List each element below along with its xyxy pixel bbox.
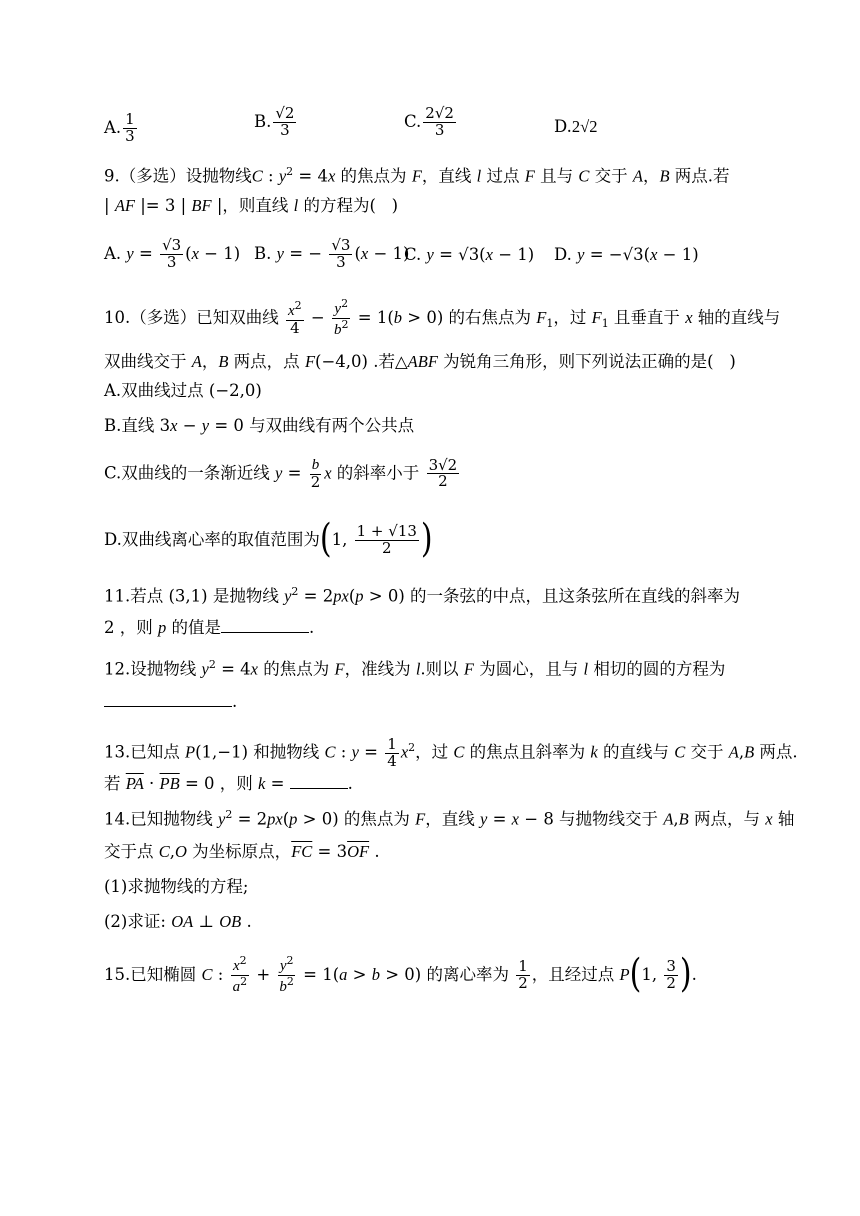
q11-stem-line2: 2 ，则 p 的值是 . — [104, 618, 315, 637]
q8-option-a: A. $\frac{1}{3}$ — [104, 110, 135, 145]
q9-stem-line2: | AF |= 3 | BF |，则直线 l 的方程为( ) — [104, 196, 399, 215]
q8-option-c: C. $\frac{2√2}{3}$ — [404, 104, 454, 139]
q10-option-a: A.双曲线过点 (−2,0) — [104, 381, 262, 400]
q8-option-d: D.2√2 — [554, 117, 598, 136]
q13-stem-line1: 13.已知点 P(1,−1) 和抛物线 C : y = $\frac{1}{4}$ $x^2$，过 C 的焦点且斜率为 k 的直线与 C 交于 A,B 两点. — [104, 734, 798, 770]
q14-part2: (2)求证: OA ⊥ OB . — [104, 912, 252, 931]
q14-stem-line1: 14.已知抛物线 $y^2 = 2px(p > 0)$ 的焦点为 F，直线 y = x − 8 与抛物线交于 A,B 两点，与 x 轴 — [104, 808, 795, 829]
q10-stem-line1: 10.（多选）已知双曲线 $\frac{x^2}{4}$ − $\frac{y^2}{b^2}$ = 1(b > 0) 的右焦点为 $F_1$，过 $F_1$ 且垂直于 x 轴的直线与 — [104, 297, 781, 338]
q10-stem-line2: 双曲线交于 A，B 两点，点 F(−4,0) .若△ABF 为锐角三角形，则下列说法正确的是( ) — [104, 352, 736, 371]
q9-option-b: B. y = − $\frac{√3}{3}$ (x − 1) — [254, 236, 410, 271]
q8-option-b: B. $\frac{√2}{3}$ — [254, 104, 295, 139]
q9-stem-line1: 9.（多选）设抛物线C : $y^2 = 4x$ 的焦点为 F，直线 l 过点 F 且与 C 交于 A，B 两点.若 — [104, 165, 730, 186]
q14-part1: (1)求抛物线的方程; — [104, 877, 249, 896]
q10-option-c: C.双曲线的一条渐近线 y = $\frac{b}{2}$ x 的斜率小于 $\frac{3√2}{2}$ — [104, 455, 458, 491]
q10-option-d: D.双曲线离心率的取值范围为(1, $\frac{1 + √13}{2}$ ) — [104, 516, 433, 563]
q10-option-b: B.直线 3x − y = 0 与双曲线有两个公共点 — [104, 416, 415, 435]
q14-stem-line2: 交于点 C,O 为坐标原点，$\overline{FC} = 3\overline{OF}$ . — [104, 842, 380, 861]
q12-stem-line2: . — [104, 690, 760, 714]
q11-stem-line1: 11.若点 (3,1) 是抛物线 $y^2 = 2px(p > 0)$ 的一条弦的中点，且这条弦所在直线的斜率为 — [104, 585, 741, 606]
q13-stem-line2: 若 $\overline{PA} \cdot \overline{PB} = 0$ ，则 k = . — [104, 774, 353, 793]
q15-stem-line1: 15.已知椭圆 C : $\frac{x^2}{a^2}$ + $\frac{y^2}{b^2}$ = 1(a > b > 0) 的离心率为 $\frac{1}{2}$ ，且经过点 P(1, $\frac{3}{2}$ ). — [104, 951, 697, 998]
q9-option-a: A. y = $\frac{√3}{3}$ (x − 1) — [104, 236, 241, 271]
q9-option-d: D. y = −√3(x − 1) — [554, 245, 699, 264]
q12-stem-line1: 12.设抛物线 $y^2 = 4x$ 的焦点为 F，准线为 l.则以 F 为圆心，且与 l 相切的圆的方程为 — [104, 658, 726, 679]
q9-option-c: C. y = √3(x − 1) — [404, 245, 535, 264]
